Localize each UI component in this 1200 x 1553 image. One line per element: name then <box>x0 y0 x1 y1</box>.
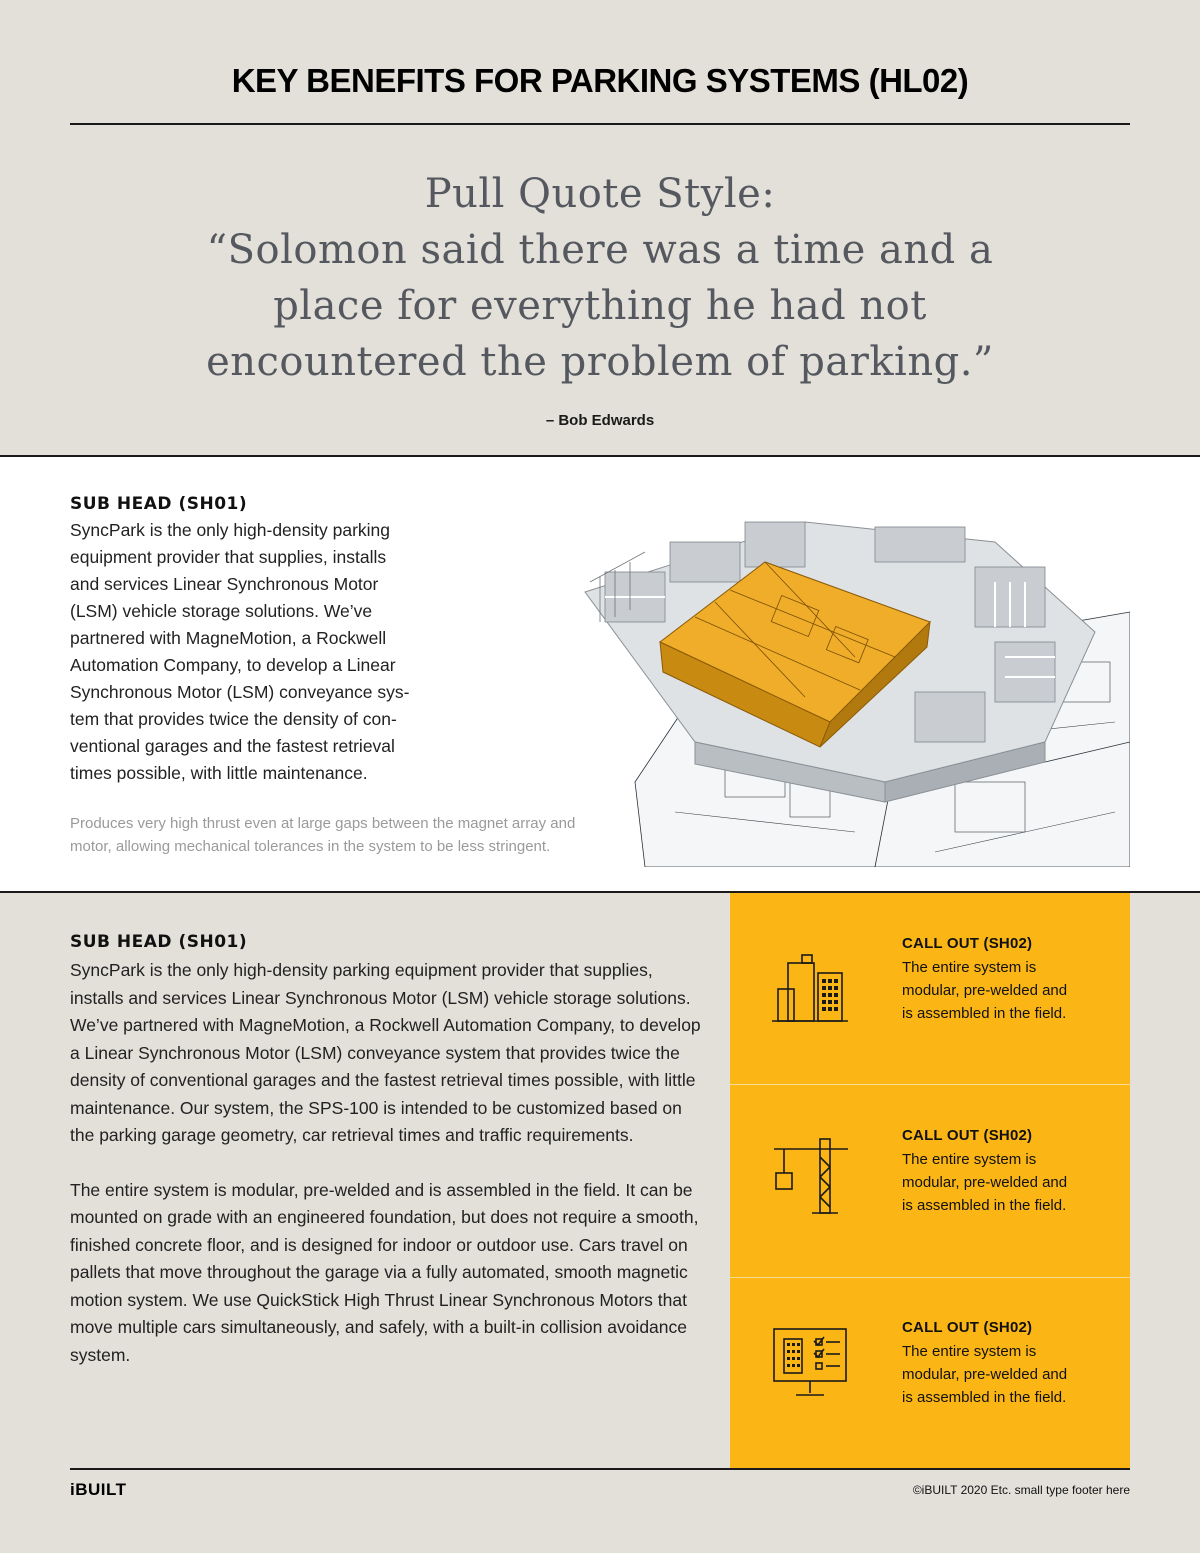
callout-line: modular, pre-welded and <box>902 1174 1068 1191</box>
callout-text <box>902 935 1102 1025</box>
quote-author: – Bob Edwards <box>545 412 655 429</box>
callout-text <box>902 1319 1102 1409</box>
callout-line: The entire system is <box>902 959 1037 976</box>
footer-logo: iBUILT <box>70 1480 127 1499</box>
callout-title: CALL OUT (SH02) <box>902 1319 1033 1336</box>
section2-body <box>70 957 710 1396</box>
callout-line: is assembled in the field. <box>902 1197 1067 1214</box>
caption-line: motor, allowing mechanical tolerances in the system to be less stringent. <box>70 838 551 855</box>
callout-line: The entire system is <box>902 1343 1037 1360</box>
footer-note: ©iBUILT 2020 Etc. small type footer here <box>912 1483 1130 1497</box>
buildings-icon <box>770 951 850 1031</box>
header-divider <box>70 123 1130 125</box>
pull-quote <box>100 166 1100 390</box>
callout-body <box>902 1148 1102 1217</box>
body-line: partnered with MagneMotion, a Rockwell <box>70 628 387 648</box>
callout-text <box>902 1127 1102 1217</box>
body-line: SyncPark is the only high-density parking <box>70 520 391 540</box>
body-line: Automation Company, to develop a Linear <box>70 655 396 675</box>
callout-body <box>902 1340 1102 1409</box>
callout-line: is assembled in the field. <box>902 1389 1067 1406</box>
callout-body <box>902 956 1102 1025</box>
body-paragraph: The entire system is modular, pre-welded and is assembled in the field. It can be mounted on grade with an engineered foundation, but does not require a smooth, finished concrete floor, and is designed for indoor or outdoor use. Cars travel on pallets that move throughout the garage via a fully automated, smooth magnetic motion system. We use QuickStick High Thrust Linear Synchronous Motors that move multiple cars simultaneously, and safely, with a built-in collision avoidance system. <box>70 1179 699 1365</box>
body-line: (LSM) vehicle storage solutions. We’ve <box>70 601 373 621</box>
callout-column <box>730 893 1130 1468</box>
body-line: Synchronous Motor (LSM) conveyance sys- <box>70 682 410 702</box>
callout-title: CALL OUT (SH02) <box>902 1127 1033 1144</box>
body-paragraph: SyncPark is the only high-density parking equipment provider that supplies, installs and services Linear Synchronous Motor (LSM) vehicle storage solutions. We’ve partnered with MagneMotion, a Rockwell Automation Company, to develop a Linear Synchronous Motor (LSM) conveyance system that provides twice the density of conventional garages and the fastest retrieval times possible, with little maintenance. Our system, the SPS-100 is intended to be customized based on the parking garage geometry, car retrieval times and traffic requirements. <box>70 960 701 1145</box>
caption-line: Produces very high thrust even at large gaps between the magnet array and <box>70 815 576 832</box>
callout-line: The entire system is <box>902 1151 1037 1168</box>
page-title: KEY BENEFITS FOR PARKING SYSTEMS (HL02) <box>231 62 969 99</box>
callout-item <box>730 1277 1130 1469</box>
section1-subhead: SUB HEAD (SH01) <box>70 494 248 514</box>
section1-body <box>70 517 470 787</box>
callout-item <box>730 1085 1130 1277</box>
pull-quote-line: encountered the problem of parking.” <box>206 339 994 385</box>
monitor-checklist-icon <box>770 1325 850 1405</box>
crane-icon <box>770 1137 850 1217</box>
pull-quote-line: Pull Quote Style: <box>424 171 776 217</box>
callout-line: modular, pre-welded and <box>902 982 1068 999</box>
callout-title: CALL OUT (SH02) <box>902 935 1033 952</box>
footer-divider <box>70 1468 1130 1470</box>
pull-quote-line: place for everything he had not <box>273 283 927 329</box>
callout-line: is assembled in the field. <box>902 1005 1067 1022</box>
building-floorplan-image <box>575 482 1130 867</box>
section1-caption <box>70 812 640 858</box>
body-line: tem that provides twice the density of con- <box>70 709 397 729</box>
body-line: equipment provider that supplies, installs <box>70 547 387 567</box>
callout-line: modular, pre-welded and <box>902 1366 1068 1383</box>
body-line: times possible, with little maintenance. <box>70 763 368 783</box>
section2-subhead: SUB HEAD (SH01) <box>70 932 248 952</box>
callout-item <box>730 893 1130 1085</box>
body-line: ventional garages and the fastest retrieval <box>70 736 395 756</box>
body-line: and services Linear Synchronous Motor <box>70 574 379 594</box>
pull-quote-line: “Solomon said there was a time and a <box>206 227 994 273</box>
